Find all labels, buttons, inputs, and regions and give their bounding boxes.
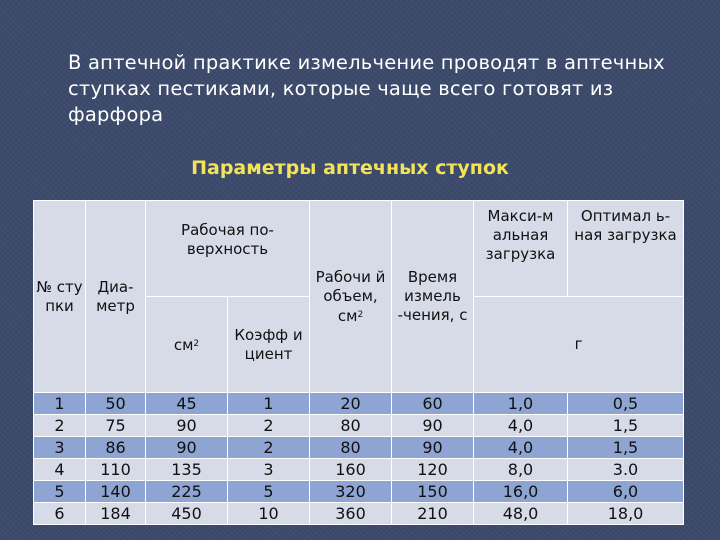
header-coefficient: Коэфф и циент bbox=[228, 297, 310, 393]
table-cell: 2 bbox=[228, 437, 310, 459]
table-cell: 3 bbox=[228, 459, 310, 481]
table-row bbox=[34, 481, 684, 503]
mortar-parameters-table bbox=[33, 200, 684, 525]
table-cell: 320 bbox=[310, 481, 392, 503]
table-cell: 140 bbox=[86, 481, 146, 503]
header-number: № сту пки bbox=[34, 201, 86, 393]
table-title: Параметры аптечных ступок bbox=[191, 157, 509, 179]
table-cell: 4,0 bbox=[474, 415, 568, 437]
table-cell: 48,0 bbox=[474, 503, 568, 525]
table-cell: 4,0 bbox=[474, 437, 568, 459]
table-cell: 10 bbox=[228, 503, 310, 525]
table-cell: 90 bbox=[146, 415, 228, 437]
table-cell: 50 bbox=[86, 393, 146, 415]
table-row bbox=[34, 415, 684, 437]
table-cell: 360 bbox=[310, 503, 392, 525]
header-work-surface: Рабочая по- верхность bbox=[146, 201, 310, 297]
table-cell: 1,0 bbox=[474, 393, 568, 415]
table-cell: 1,5 bbox=[568, 437, 684, 459]
header-diameter: Диа- метр bbox=[86, 201, 146, 393]
header-max-load: Макси-м альная загрузка bbox=[474, 201, 568, 297]
header-time: Время измель -чения, с bbox=[392, 201, 474, 393]
table-row bbox=[34, 393, 684, 415]
table-cell: 120 bbox=[392, 459, 474, 481]
table-cell: 110 bbox=[86, 459, 146, 481]
table-cell: 45 bbox=[146, 393, 228, 415]
table-cell: 4 bbox=[34, 459, 86, 481]
table-cell: 6,0 bbox=[568, 481, 684, 503]
table-cell: 90 bbox=[146, 437, 228, 459]
header-sq-unit bbox=[146, 297, 228, 393]
table-cell: 90 bbox=[392, 437, 474, 459]
table-cell: 20 bbox=[310, 393, 392, 415]
table-cell: 18,0 bbox=[568, 503, 684, 525]
table-cell: 225 bbox=[146, 481, 228, 503]
table-cell: 160 bbox=[310, 459, 392, 481]
table-cell: 450 bbox=[146, 503, 228, 525]
table-cell: 6 bbox=[34, 503, 86, 525]
table-cell: 16,0 bbox=[474, 481, 568, 503]
table-row bbox=[34, 503, 684, 525]
table-cell: 1,5 bbox=[568, 415, 684, 437]
header-opt-load: Оптимал ь- ная загрузка bbox=[568, 201, 684, 297]
header-volume-text: Рабочи й объем, см bbox=[315, 267, 386, 325]
table-cell: 3.0 bbox=[568, 459, 684, 481]
table-cell: 1 bbox=[228, 393, 310, 415]
header-volume bbox=[310, 201, 392, 393]
header-volume-power: 2 bbox=[357, 309, 364, 320]
table-cell: 5 bbox=[228, 481, 310, 503]
table-cell: 135 bbox=[146, 459, 228, 481]
table-cell: 1 bbox=[34, 393, 86, 415]
table-cell: 5 bbox=[34, 481, 86, 503]
header-sq-unit-power: 2 bbox=[193, 338, 200, 349]
table-cell: 80 bbox=[310, 415, 392, 437]
table-cell: 90 bbox=[392, 415, 474, 437]
header-gram: г bbox=[474, 297, 684, 393]
table-cell: 75 bbox=[86, 415, 146, 437]
table-cell: 150 bbox=[392, 481, 474, 503]
table-cell: 86 bbox=[86, 437, 146, 459]
table-cell: 2 bbox=[34, 415, 86, 437]
table-row bbox=[34, 459, 684, 481]
table-cell: 0,5 bbox=[568, 393, 684, 415]
table-cell: 3 bbox=[34, 437, 86, 459]
table-cell: 60 bbox=[392, 393, 474, 415]
table-cell: 8,0 bbox=[474, 459, 568, 481]
header-sq-unit-text: см bbox=[173, 335, 194, 354]
table-cell: 210 bbox=[392, 503, 474, 525]
table-cell: 184 bbox=[86, 503, 146, 525]
table-cell: 80 bbox=[310, 437, 392, 459]
table-row bbox=[34, 437, 684, 459]
intro-text: В аптечной практике измельчение проводят в аптечных ступках пестиками, которые чаще всего готовят из фарфора bbox=[68, 51, 665, 126]
table-cell: 2 bbox=[228, 415, 310, 437]
